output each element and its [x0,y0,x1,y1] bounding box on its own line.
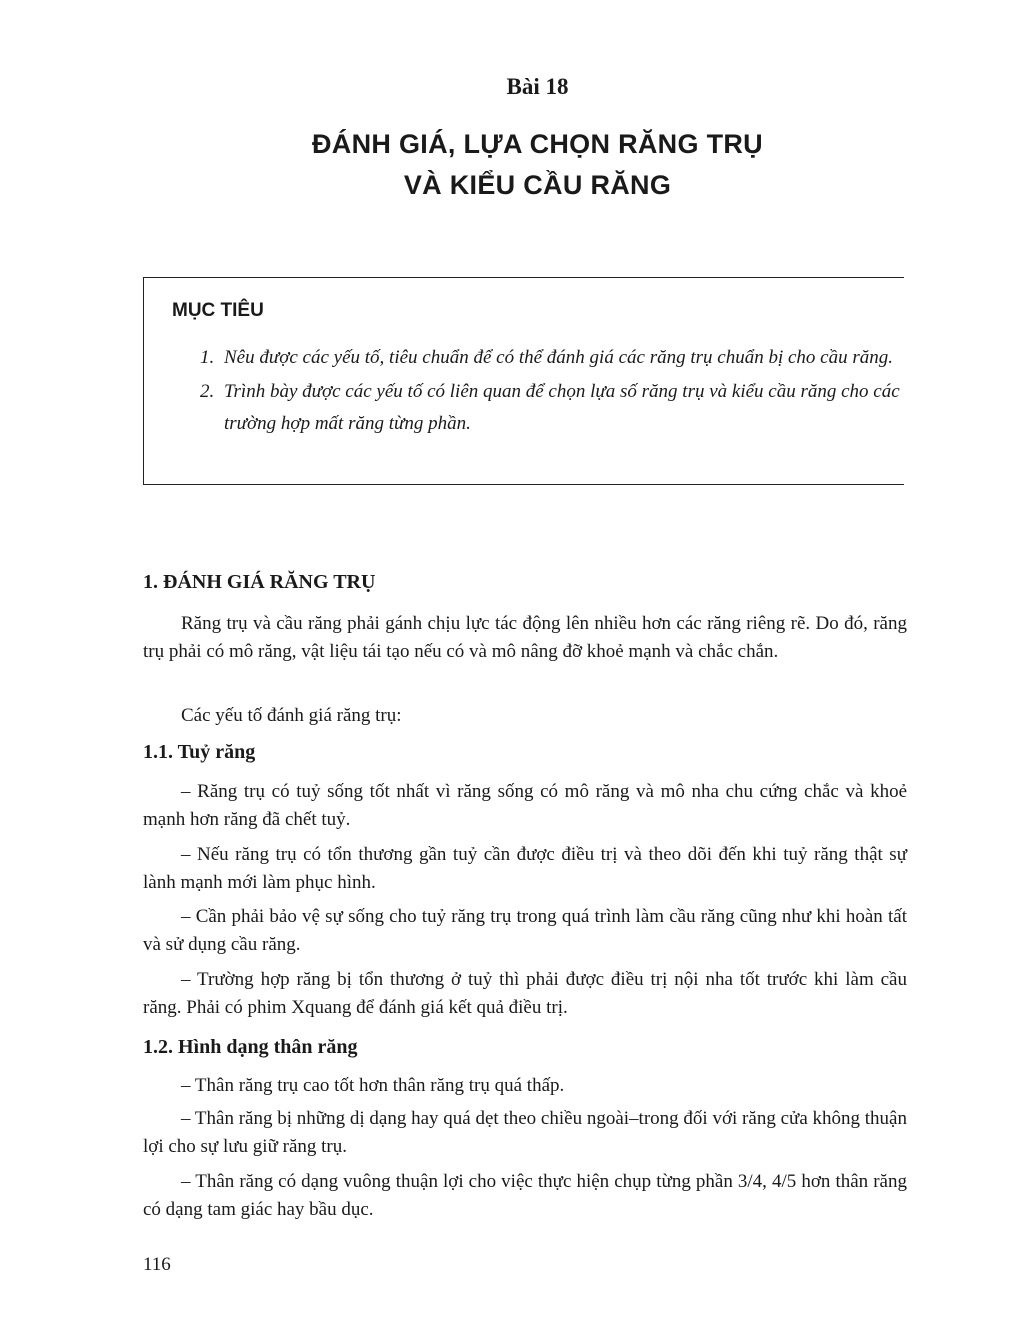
paragraph: – Thân răng bị những dị dạng hay quá dẹt theo chiều ngoài–trong đối với răng cửa không thuận lợi cho sự lưu giữ răng trụ. [143,1108,907,1157]
lesson-title-line-2: VÀ KIỂU CẦU RĂNG [403,170,672,200]
objective-item [200,342,900,374]
paragraph: – Thân răng có dạng vuông thuận lợi cho việc thực hiện chụp từng phần 3/4, 4/5 hơn thân răng có dạng tam giác hay bầu dục. [143,1171,907,1220]
paragraph: – Răng trụ có tuỷ sống tốt nhất vì răng sống có mô răng và mô nha chu cứng chắc và khoẻ mạnh hơn răng đã chết tuỷ. [143,781,907,830]
objectives-heading: MỤC TIÊU [172,300,264,321]
objective-item [200,376,900,440]
subsection-heading-crown-shape: 1.2. Hình dạng thân răng [143,1036,358,1058]
lesson-title [0,124,1009,206]
paragraph: – Cần phải bảo vệ sự sống cho tuỷ răng trụ trong quá trình làm cầu răng cũng như khi hoàn tất và sử dụng cầu răng. [143,906,907,955]
objective-text: Trình bày được các yếu tố có liên quan để chọn lựa số răng trụ và kiểu cầu răng cho các trường hợp mất răng từng phần. [224,381,900,434]
page-number: 116 [143,1254,171,1275]
paragraph: – Nếu răng trụ có tổn thương gần tuỷ cần được điều trị và theo dõi đến khi tuỷ răng thật sự lành mạnh mới làm phục hình. [143,844,907,893]
lesson-title-line-1: ĐÁNH GIÁ, LỰA CHỌN RĂNG TRỤ [312,129,763,159]
objective-number: 1. [200,347,215,368]
objective-number: 2. [200,381,215,402]
objective-text: Nêu được các yếu tố, tiêu chuẩn để có thể đánh giá các răng trụ chuẩn bị cho cầu răng. [224,347,893,368]
factors-intro-paragraph: Các yếu tố đánh giá răng trụ: [181,705,402,726]
subsection-heading-pulp: 1.1. Tuỷ răng [143,741,256,763]
objectives-box [143,277,904,485]
section-heading: 1. ĐÁNH GIÁ RĂNG TRỤ [143,571,376,593]
objectives-list [200,342,900,442]
lesson-number: Bài 18 [506,74,569,99]
paragraph: – Thân răng trụ cao tốt hơn thân răng trụ quá thấp. [181,1075,565,1096]
section-intro-paragraph: Răng trụ và cầu răng phải gánh chịu lực tác động lên nhiều hơn các răng riêng rẽ. Do đó, răng trụ phải có mô răng, vật liệu tái tạo nếu có và mô nâng đỡ khoẻ mạnh và chắc chắn. [143,613,907,662]
paragraph: – Trường hợp răng bị tổn thương ở tuỷ thì phải được điều trị nội nha tốt trước khi làm cầu răng. Phải có phim Xquang để đánh giá kết quả điều trị. [143,969,907,1018]
